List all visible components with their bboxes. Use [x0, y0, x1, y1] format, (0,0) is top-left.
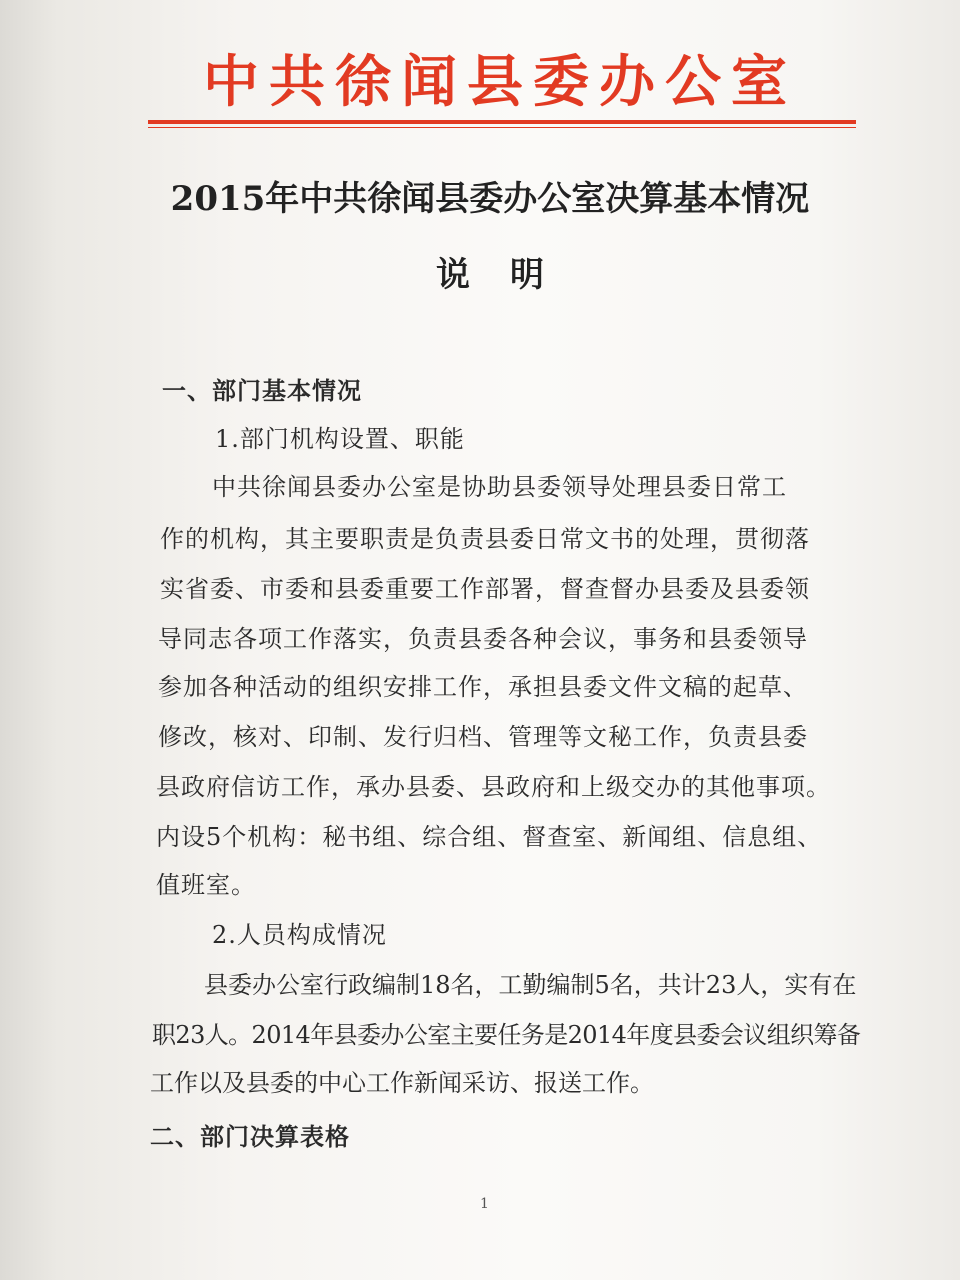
para1-line: 作的机构，其主要职责是负责县委日常文书的处理，贯彻落: [160, 525, 810, 553]
para1-line: 实省委、市委和县委重要工作部署，督查督办县委及县委领: [160, 575, 810, 603]
subsection-heading-1: 1.部门机构设置、职能: [215, 425, 465, 453]
para2-line: 职23人。2014年县委办公室主要任务是2014年度县委会议组织筹备: [152, 1021, 861, 1049]
para1-line: 内设5个机构：秘书组、综合组、督查室、新闻组、信息组、: [156, 823, 823, 851]
para1-line: 县政府信访工作，承办县委、县政府和上级交办的其他事项。: [156, 773, 831, 801]
document-title: 2015年中共徐闻县委办公室决算基本情况: [170, 179, 810, 219]
letterhead-rule-thin: [148, 127, 856, 128]
page-number: 1: [480, 1196, 489, 1212]
para1-line: 参加各种活动的组织安排工作，承担县委文件文稿的起草、: [158, 673, 808, 701]
section-heading-2: 二、部门决算表格: [150, 1122, 350, 1151]
para1-line: 导同志各项工作落实，负责县委各种会议，事务和县委领导: [158, 625, 808, 653]
para1-line: 值班室。: [156, 871, 256, 899]
subsection-heading-2: 2.人员构成情况: [212, 921, 387, 949]
document-subtitle: 说明: [436, 255, 584, 295]
para1-line: 中共徐闻县委办公室是协助县委领导处理县委日常工: [212, 473, 787, 501]
section-heading-1: 一、部门基本情况: [162, 376, 362, 405]
letterhead-title: 中共徐闻县委办公室: [203, 50, 797, 115]
para2-line: 县委办公室行政编制18名，工勤编制5名，共计23人，实有在: [204, 971, 857, 999]
para1-line: 修改，核对、印制、发行归档、管理等文秘工作，负责县委: [158, 723, 808, 751]
para2-line: 工作以及县委的中心工作新闻采访、报送工作。: [150, 1069, 654, 1097]
letterhead-rule-thick: [148, 120, 856, 124]
